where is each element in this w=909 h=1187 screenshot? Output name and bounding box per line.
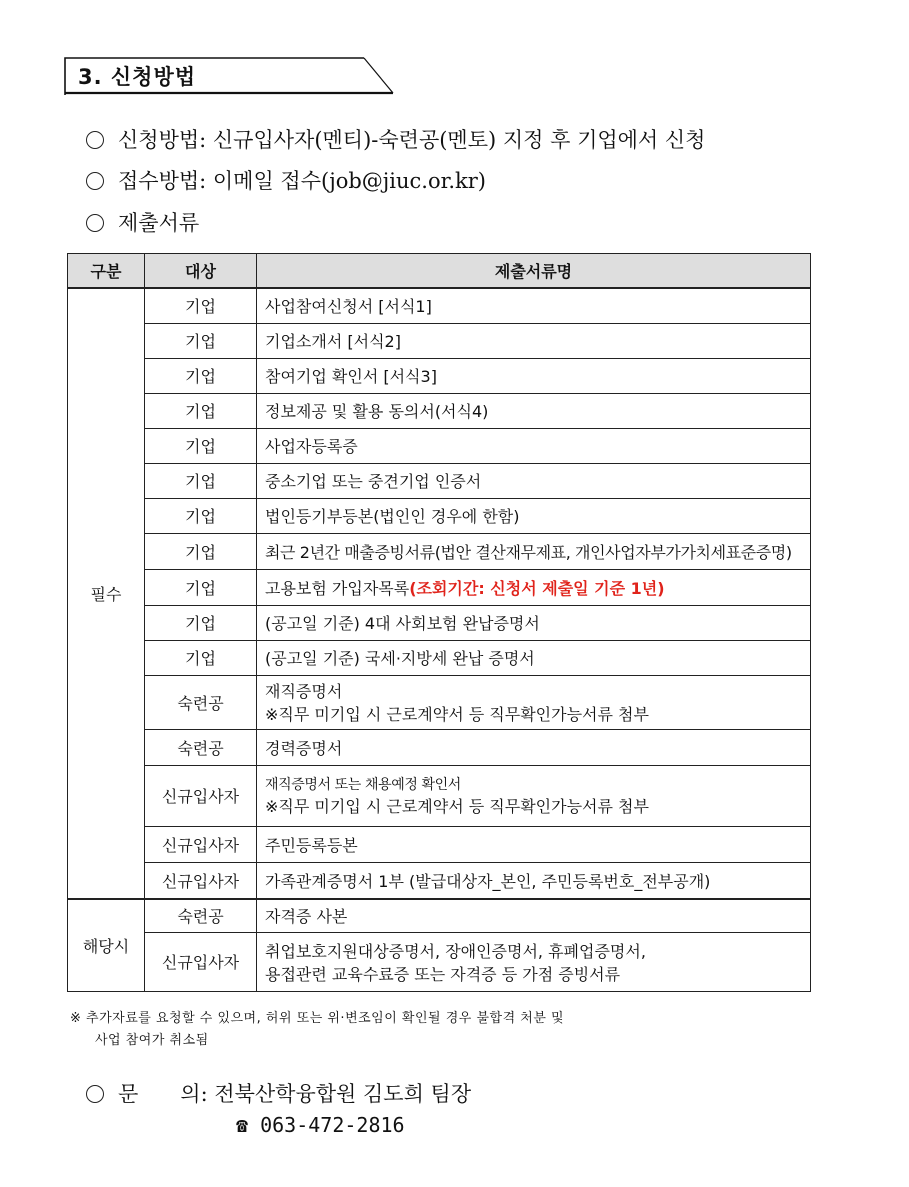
table-row: [68, 498, 811, 533]
circle-bullet-icon: [86, 1085, 104, 1103]
row-target: 기업: [145, 640, 257, 675]
row-document: 고용보험 가입자목록: [265, 578, 410, 598]
section-header: [64, 52, 394, 96]
row-document: 기업소개서 [서식2]: [257, 323, 811, 358]
row-document-note: ※직무 미기입 시 근로계약서 등 직무확인가능서류 첨부: [265, 797, 649, 816]
row-document-cell: [257, 675, 811, 729]
table-row: [68, 765, 811, 826]
footnote-line-2: 사업 참여가 취소됨: [95, 1033, 209, 1048]
row-target: 기업: [145, 288, 257, 323]
row-target: 숙련공: [145, 899, 257, 932]
row-document-cell: [257, 765, 811, 826]
row-document-cell: [257, 569, 811, 605]
bullet-application-method: [86, 124, 705, 154]
circle-bullet-icon: [86, 131, 104, 149]
bullet-submission-method: [86, 165, 486, 195]
phone-number: ☎ 063-472-2816: [236, 1113, 405, 1137]
row-target: 신규입사자: [145, 862, 257, 899]
circle-bullet-icon: [86, 214, 104, 232]
table-row: [68, 729, 811, 765]
bullet-text: 제출서류: [118, 211, 200, 235]
table-row: [68, 428, 811, 463]
table-row: [68, 899, 811, 932]
row-document: 재직증명서: [265, 682, 343, 701]
table-row: [68, 533, 811, 569]
table-row: [68, 675, 811, 729]
row-document-note: ※직무 미기입 시 근로계약서 등 직무확인가능서류 첨부: [265, 705, 649, 724]
row-target: 기업: [145, 533, 257, 569]
documents-table: [67, 253, 811, 992]
row-document: (공고일 기준) 4대 사회보험 완납증명서: [257, 605, 811, 640]
row-document: 법인등기부등본(법인인 경우에 한함): [257, 498, 811, 533]
row-target: 기업: [145, 428, 257, 463]
bullet-inquiry: [86, 1078, 471, 1108]
header-category: 구분: [68, 254, 145, 289]
row-target: 기업: [145, 605, 257, 640]
row-document: 참여기업 확인서 [서식3]: [257, 358, 811, 393]
row-target: 기업: [145, 358, 257, 393]
row-document: 사업자등록증: [257, 428, 811, 463]
row-target: 숙련공: [145, 675, 257, 729]
group-conditional: 해당시: [68, 899, 145, 991]
row-target: 신규입사자: [145, 765, 257, 826]
table-row: [68, 463, 811, 498]
row-document: (공고일 기준) 국세·지방세 완납 증명서: [257, 640, 811, 675]
table-row: [68, 393, 811, 428]
row-document: 가족관계증명서 1부 (발급대상자_본인, 주민등록번호_전부공개): [257, 862, 811, 899]
bullet-text: 접수방법: 이메일 접수(job@jiuc.or.kr): [118, 169, 486, 193]
row-document: 취업보호지원대상증명서, 장애인증명서, 휴폐업증명서,: [265, 941, 646, 961]
row-document: 최근 2년간 매출증빙서류(법안 결산재무제표, 개인사업자부가가치세표준증명): [257, 533, 811, 569]
row-document: 주민등록등본: [257, 826, 811, 862]
row-target: 신규입사자: [145, 932, 257, 991]
table-row: [68, 640, 811, 675]
row-target: 신규입사자: [145, 826, 257, 862]
circle-bullet-icon: [86, 172, 104, 190]
row-target: 기업: [145, 569, 257, 605]
footnote: [70, 1008, 810, 1052]
row-target: 숙련공: [145, 729, 257, 765]
bullet-documents: [86, 207, 199, 237]
row-document: 중소기업 또는 중견기업 인증서: [257, 463, 811, 498]
row-document: 정보제공 및 활용 동의서(서식4): [257, 393, 811, 428]
row-target: 기업: [145, 498, 257, 533]
row-document-note: 용접관련 교육수료증 또는 자격증 등 가점 증빙서류: [265, 964, 621, 984]
table-row: [68, 826, 811, 862]
row-document: 사업참여신청서 [서식1]: [257, 288, 811, 323]
footnote-line-1: ※ 추가자료를 요청할 수 있으며, 허위 또는 위·변조임이 확인될 경우 불합격 처분 및: [70, 1011, 565, 1026]
lookup-period-highlight: (조회기간: 신청서 제출일 기준 1년): [409, 578, 665, 598]
group-required: 필수: [68, 288, 145, 899]
table-row: [68, 862, 811, 899]
row-document: 자격증 사본: [257, 899, 811, 932]
table-row: [68, 358, 811, 393]
header-target: 대상: [145, 254, 257, 289]
row-target: 기업: [145, 393, 257, 428]
section-title: 3. 신청방법: [78, 65, 197, 89]
bullet-text: 신청방법: 신규입사자(멘티)-숙련공(멘토) 지정 후 기업에서 신청: [118, 128, 706, 152]
table-row: [68, 569, 811, 605]
table-row: [68, 932, 811, 991]
inquiry-text: 문 의: 전북산학융합원 김도희 팀장: [118, 1082, 472, 1106]
table-row: [68, 323, 811, 358]
table-row: [68, 605, 811, 640]
table-row: [68, 288, 811, 323]
row-document-cell: [257, 932, 811, 991]
row-target: 기업: [145, 323, 257, 358]
table-header-row: [68, 254, 811, 289]
row-document: 경력증명서: [257, 729, 811, 765]
row-document: 재직증명서 또는 채용예정 확인서: [265, 777, 461, 793]
header-documents: 제출서류명: [257, 254, 811, 289]
row-target: 기업: [145, 463, 257, 498]
